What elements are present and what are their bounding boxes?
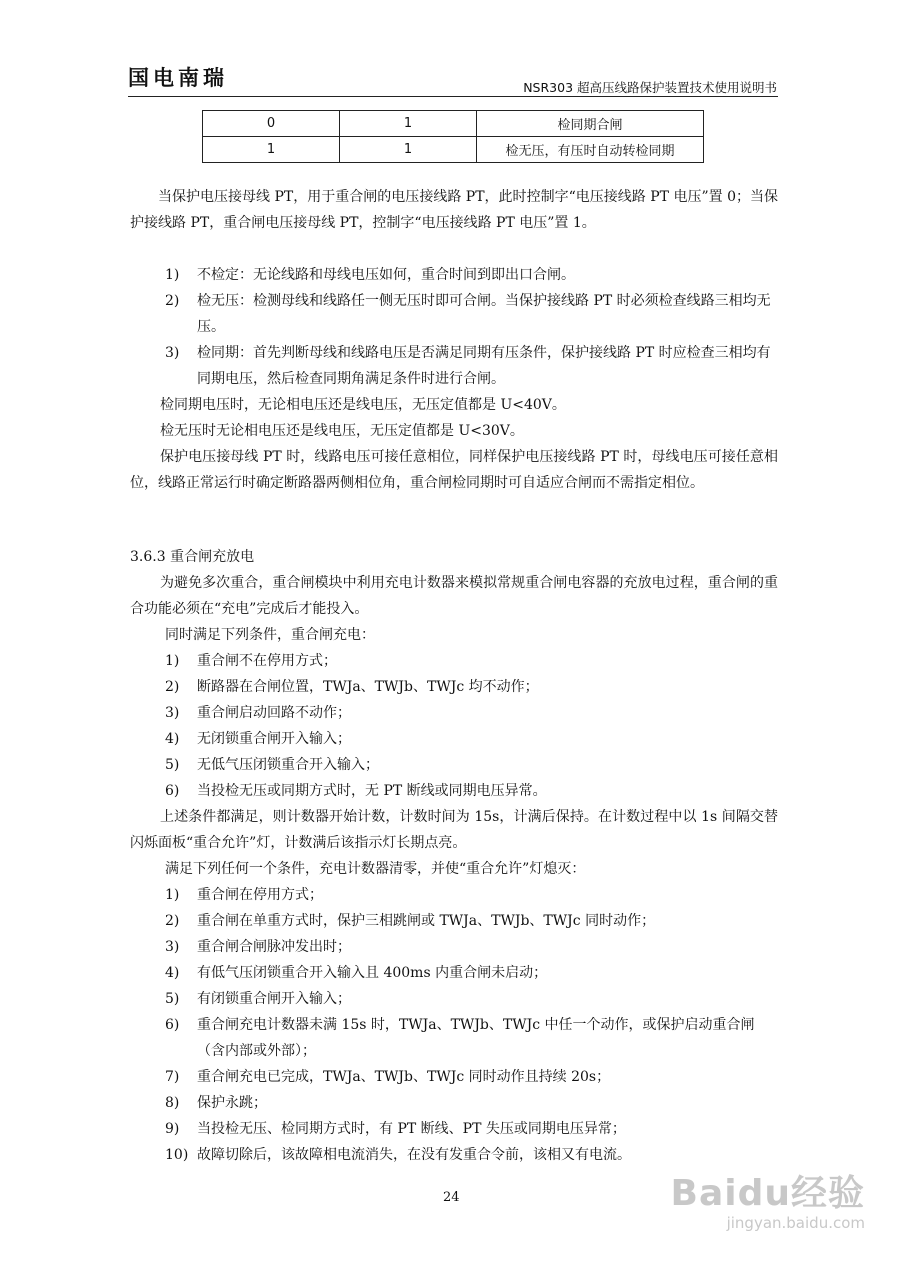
list-number: 6) — [165, 783, 180, 799]
list-number: 6) — [165, 1017, 180, 1033]
table-cell: 检无压，有压时自动转检同期 — [477, 137, 704, 163]
list-item — [165, 934, 778, 960]
list-item — [165, 288, 778, 340]
list-item — [165, 340, 778, 392]
list-item — [165, 882, 778, 908]
list-text: 不检定：无论线路和母线电压如何，重合时间到即出口合闸。 — [197, 267, 575, 283]
list-item — [165, 648, 778, 674]
paragraph: 保护电压接母线 PT 时，线路电压可接任意相位，同样保护电压接线路 PT 时，母线电压可接任意相位，线路正常运行时确定断路器两侧相位角，重合闸检同期时可自适应合闸而不需指定相位。 — [130, 449, 778, 491]
list-number: 4) — [165, 731, 180, 747]
list-text: 当投检无压或同期方式时，无 PT 断线或同期电压异常。 — [197, 783, 547, 799]
list-item — [165, 908, 778, 934]
header-divider — [128, 96, 778, 97]
list-item — [165, 262, 778, 288]
list-number: 8) — [165, 1095, 180, 1111]
list-item — [165, 778, 778, 804]
list-item — [165, 1012, 778, 1064]
table-cell: 1 — [340, 111, 477, 137]
list-text: 保护永跳； — [197, 1095, 267, 1111]
list-number: 1) — [165, 267, 180, 283]
list-number: 1) — [165, 653, 180, 669]
list-item — [165, 960, 778, 986]
list-text: 断路器在合闸位置，TWJa、TWJb、TWJc 均不动作； — [197, 679, 539, 695]
list-number: 5) — [165, 757, 180, 773]
list-item — [165, 700, 778, 726]
list-number: 5) — [165, 991, 180, 1007]
paragraph: 同时满足下列条件，重合闸充电： — [165, 627, 375, 643]
page-number: 24 — [443, 1190, 460, 1205]
list-text: 重合闸不在停用方式； — [197, 653, 337, 669]
list-number: 7) — [165, 1069, 180, 1085]
paragraph: 检同期电压时，无论相电压还是线电压，无压定值都是 U<40V。 — [160, 397, 566, 413]
table-row — [203, 137, 704, 163]
list-text: 有低气压闭锁重合开入输入且 400ms 内重合闸未启动； — [197, 965, 548, 981]
list-number: 10) — [165, 1147, 189, 1163]
document-title: NSR303 超高压线路保护装置技术使用说明书 — [523, 80, 777, 95]
list-text: 故障切除后，该故障相电流消失，在没有发重合令前，该相又有电流。 — [197, 1147, 631, 1163]
list-item — [165, 986, 778, 1012]
list-number: 4) — [165, 965, 180, 981]
watermark — [671, 1165, 865, 1232]
list-text: 重合闸在停用方式； — [197, 887, 323, 903]
list-number: 9) — [165, 1121, 180, 1137]
list-text: 无低气压闭锁重合开入输入； — [197, 757, 379, 773]
table-cell: 0 — [203, 111, 340, 137]
list-item — [165, 1116, 778, 1142]
list-text: 重合闸充电计数器未满 15s 时，TWJa、TWJb、TWJc 中任一个动作，或保护启动重合闸（含内部或外部）； — [197, 1017, 755, 1059]
list-text: 当投检无压、检同期方式时，有 PT 断线、PT 失压或同期电压异常； — [197, 1121, 626, 1137]
list-number: 1) — [165, 887, 180, 903]
control-word-table — [202, 110, 704, 163]
table-cell: 1 — [203, 137, 340, 163]
list-text: 检同期：首先判断母线和线路电压是否满足同期有压条件，保护接线路 PT 时应检查三相均有同期电压，然后检查同期角满足条件时进行合闸。 — [197, 345, 771, 387]
list-item — [165, 1090, 778, 1116]
list-item — [165, 752, 778, 778]
list-number: 2) — [165, 913, 180, 929]
list-text: 有闭锁重合闸开入输入； — [197, 991, 351, 1007]
paragraph: 当保护电压接母线 PT，用于重合闸的电压接线路 PT，此时控制字“电压接线路 PT 电压”置 0；当保护接线路 PT，重合闸电压接母线 PT，控制字“电压接线路 PT 电压”置 1。 — [130, 189, 778, 231]
table-cell: 检同期合闸 — [477, 111, 704, 137]
watermark-url: jingyan.baidu.com — [726, 1214, 865, 1232]
table-cell: 1 — [340, 137, 477, 163]
paragraph: 为避免多次重合，重合闸模块中利用充电计数器来模拟常规重合闸电容器的充放电过程，重合闸的重合功能必须在“充电”完成后才能投入。 — [130, 575, 778, 617]
watermark-brand: Baidu经验 — [670, 1173, 865, 1214]
list-number: 3) — [165, 939, 180, 955]
list-text: 重合闸启动回路不动作； — [197, 705, 351, 721]
table-row — [203, 111, 704, 137]
section-heading: 3.6.3 重合闸充放电 — [130, 549, 255, 565]
list-text: 重合闸在单重方式时，保护三相跳闸或 TWJa、TWJb、TWJc 同时动作； — [197, 913, 656, 929]
list-item — [165, 726, 778, 752]
list-text: 检无压：检测母线和线路任一侧无压时即可合闸。当保护接线路 PT 时必须检查线路三相均无压。 — [197, 293, 771, 335]
list-text: 重合闸合闸脉冲发出时； — [197, 939, 351, 955]
company-logo-text: 国电南瑞 — [128, 65, 228, 90]
list-text: 重合闸充电已完成，TWJa、TWJb、TWJc 同时动作且持续 20s； — [197, 1069, 611, 1085]
list-number: 3) — [165, 345, 180, 361]
list-number: 3) — [165, 705, 180, 721]
list-number: 2) — [165, 293, 180, 309]
list-text: 无闭锁重合闸开入输入； — [197, 731, 351, 747]
paragraph: 检无压时无论相电压还是线电压，无压定值都是 U<30V。 — [160, 423, 524, 439]
list-item — [165, 674, 778, 700]
list-number: 2) — [165, 679, 180, 695]
paragraph: 满足下列任何一个条件，充电计数器清零，并使“重合允许”灯熄灭： — [165, 861, 586, 877]
list-item — [165, 1064, 778, 1090]
paragraph: 上述条件都满足，则计数器开始计数，计数时间为 15s，计满后保持。在计数过程中以 1s 间隔交替闪烁面板“重合允许”灯，计数满后该指示灯长期点亮。 — [130, 809, 778, 851]
